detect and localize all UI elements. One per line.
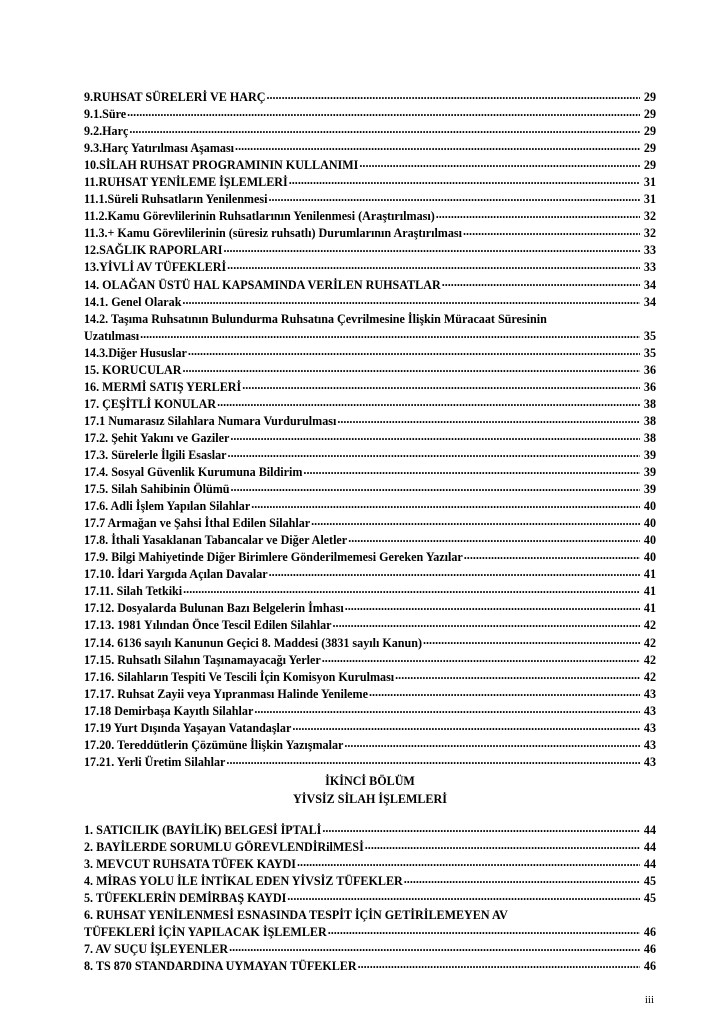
toc-entry-page: 42 [643, 635, 656, 650]
toc-entry-label: 9.2.Harç [84, 124, 129, 139]
toc-entry[interactable] [84, 822, 656, 839]
toc-entry-page: 38 [643, 396, 656, 411]
toc-dot-leader [266, 89, 640, 101]
toc-entry-label: 17.7 Armağan ve Şahsi İthal Edilen Silahlar [84, 516, 311, 531]
toc-entry-page: 40 [643, 516, 656, 531]
toc-entry-page: 43 [643, 703, 656, 718]
toc-entry[interactable] [84, 191, 656, 208]
toc-entry-label: 4. MİRAS YOLU İLE İNTİKAL EDEN YİVSİZ TÜFEKLER [84, 874, 403, 889]
toc-entry-label: 17.4. Sosyal Güvenlik Kurumuna Bildirim [84, 465, 303, 480]
toc-entry[interactable] [84, 532, 656, 549]
toc-entry-label: 17.16. Silahların Tespiti Ve Tescili İçin Komisyon Kurulması [84, 669, 395, 684]
toc-entry-label: 17.1 Numarasız Silahlara Numara Vurdurulması [84, 413, 337, 428]
toc-dot-leader [292, 720, 640, 732]
toc-entry[interactable] [84, 720, 656, 737]
toc-entry-page: 41 [643, 601, 656, 616]
toc-entry[interactable] [84, 294, 656, 311]
toc-entry[interactable] [84, 754, 656, 771]
toc-entry[interactable] [84, 856, 656, 873]
toc-entry[interactable] [84, 362, 656, 379]
toc-entry[interactable] [84, 277, 656, 294]
toc-dot-leader [269, 566, 640, 578]
toc-entry-page: 44 [643, 857, 656, 872]
toc-dot-leader [254, 703, 640, 715]
toc-part-2 [84, 822, 656, 975]
toc-entry-label: 17.11. Silah Tetkiki [84, 584, 183, 599]
toc-entry-page: 29 [643, 158, 656, 173]
toc-entry-page: 38 [643, 430, 656, 445]
toc-entry-page: 29 [643, 124, 656, 139]
toc-entry-label: 17.20. Tereddütlerin Çözümüne İlişkin Yazışmalar [84, 737, 344, 752]
toc-entry-label: 11.RUHSAT YENİLEME İŞLEMLERİ [84, 175, 288, 190]
toc-entry-label: 17.2. Şehit Yakını ve Gaziler [84, 430, 230, 445]
toc-entry-page: 36 [643, 362, 656, 377]
toc-dot-leader [436, 208, 640, 220]
toc-entry-page: 40 [643, 533, 656, 548]
toc-entry-page: 40 [643, 550, 656, 565]
toc-dot-leader [311, 515, 640, 527]
toc-dot-leader [217, 396, 640, 408]
toc-dot-leader [365, 839, 640, 851]
toc-entry[interactable] [84, 140, 656, 157]
toc-entry-label: 1. SATICILIK (BAYİLİK) BELGESİ İPTALİ [84, 823, 322, 837]
toc-dot-leader [183, 583, 640, 595]
toc-entry-label: 2. BAYİLERDE SORUMLU GÖREVLENDİRilMESİ [84, 840, 364, 855]
toc-entry-page: 40 [643, 499, 656, 514]
toc-entry-page: 33 [643, 243, 656, 258]
toc-entry[interactable] [84, 703, 656, 720]
toc-entry[interactable] [84, 600, 656, 617]
toc-dot-leader [322, 822, 640, 834]
toc-entry-label: 8. TS 870 STANDARDINA UYMAYAN TÜFEKLER [84, 959, 357, 974]
toc-entry-label: 17.10. İdari Yargıda Açılan Davalar [84, 567, 268, 582]
toc-entry-page: 43 [643, 686, 656, 701]
toc-entry-label: 11.3.+ Kamu Görevlilerinin (süresiz ruhsatlı) Durumlarının Araştırılması [84, 226, 462, 241]
toc-entry-label: TÜFEKLERİ İÇİN YAPILACAK İŞLEMLER [84, 925, 327, 940]
toc-entry-label: 9.RUHSAT SÜRELERİ VE HARÇ [84, 90, 266, 104]
toc-entry-page: 41 [643, 584, 656, 599]
toc-entry[interactable] [84, 89, 656, 106]
toc-entry[interactable] [84, 328, 656, 345]
toc-entry-page: 43 [643, 720, 656, 735]
toc-entry-page: 44 [643, 823, 656, 837]
toc-entry[interactable] [84, 242, 656, 259]
toc-entry-page: 34 [643, 294, 656, 309]
toc-entry-page: 43 [643, 754, 656, 769]
toc-dot-leader [242, 379, 640, 391]
toc-dot-leader [223, 242, 640, 254]
toc-entry-label: 7. AV SUÇU İŞLEYENLER [84, 942, 229, 957]
toc-entry[interactable] [84, 686, 656, 703]
toc-entry-label: 17.21. Yerli Üretim Silahlar [84, 754, 226, 769]
toc-entry-label: 5. TÜFEKLERİN DEMİRBAŞ KAYDI [84, 891, 287, 906]
toc-entry-page: 32 [643, 226, 656, 241]
toc-dot-leader [358, 958, 640, 970]
toc-dot-leader [230, 430, 640, 442]
toc-entry-label: 17.6. Adli İşlem Yapılan Silahlar [84, 499, 251, 514]
toc-entry-page: 31 [643, 175, 656, 190]
toc-entry-label: 17.12. Dosyalarda Bulunan Bazı Belgelerin İmhası [84, 601, 344, 616]
toc-entry[interactable] [84, 430, 656, 447]
toc-entry[interactable] [84, 515, 656, 532]
toc-entry-page: 29 [643, 90, 656, 104]
toc-entry-label: 17.17. Ruhsat Zayii veya Yıpranması Halinde Yenileme [84, 686, 368, 701]
toc-entry[interactable] [84, 924, 656, 941]
toc-entry[interactable] [84, 635, 656, 652]
toc-entry-label: 14.2. Taşıma Ruhsatının Bulundurma Ruhsatına Çevrilmesine İlişkin Müracaat Süresinin [84, 311, 547, 326]
toc-entry-label: 16. MERMİ SATIŞ YERLERİ [84, 379, 242, 394]
toc-dot-leader [289, 174, 640, 186]
toc-dot-leader [345, 600, 640, 612]
toc-dot-leader [404, 873, 640, 885]
toc-entry[interactable] [84, 617, 656, 634]
toc-dot-leader [333, 617, 640, 629]
toc-dot-leader [464, 549, 640, 561]
toc-entry-label: 17.5. Silah Sahibinin Ölümü [84, 482, 230, 497]
toc-entry-page: 39 [643, 482, 656, 497]
toc-part-1 [84, 89, 656, 771]
toc-entry-page: 42 [643, 618, 656, 633]
toc-entry[interactable] [84, 413, 656, 430]
toc-entry[interactable] [84, 669, 656, 686]
toc-dot-leader [188, 345, 640, 357]
toc-entry-page: 34 [643, 277, 656, 292]
toc-entry[interactable] [84, 379, 656, 396]
toc-dot-leader [231, 481, 640, 493]
toc-dot-leader [251, 498, 640, 510]
toc-entry-page: 43 [643, 737, 656, 752]
toc-entry[interactable] [84, 498, 656, 515]
toc-dot-leader [369, 686, 640, 698]
toc-dot-leader [303, 464, 640, 476]
toc-entry-label: 12.SAĞLIK RAPORLARI [84, 243, 223, 258]
toc-entry[interactable] [84, 737, 656, 754]
toc-entry-label: 17.8. İthali Yasaklanan Tabancalar ve Diğer Aletler [84, 533, 348, 548]
toc-entry-label: 10.SİLAH RUHSAT PROGRAMININ KULLANIMI [84, 158, 359, 173]
toc-entry-page: 45 [643, 874, 656, 889]
toc-entry[interactable] [84, 549, 656, 566]
toc-dot-leader [287, 890, 640, 902]
toc-entry[interactable] [84, 259, 656, 276]
toc-entry-label: 13.YİVLİ AV TÜFEKLERİ [84, 260, 227, 275]
toc-entry-page: 42 [643, 652, 656, 667]
toc-entry[interactable] [84, 106, 656, 123]
toc-entry-page: 46 [643, 925, 656, 940]
toc-entry-page: 29 [643, 107, 656, 122]
toc-entry-label: Uzatılması [84, 328, 140, 343]
toc-entry-label: 17.18 Demirbaşa Kayıtlı Silahlar [84, 703, 254, 718]
toc-entry-label: 17.15. Ruhsatlı Silahın Taşınamayacağı Yerler [84, 652, 321, 667]
page-number: iii [644, 994, 654, 1006]
toc-entry-label: 14.1. Genel Olarak [84, 294, 182, 309]
toc-entry-label: 11.2.Kamu Görevlilerinin Ruhsatlarının Yenilenmesi (Araştırılması) [84, 209, 435, 224]
toc-dot-leader [182, 294, 640, 306]
toc-entry-page: 45 [643, 891, 656, 906]
toc-entry[interactable] [84, 311, 656, 328]
toc-entry-label: 17.14. 6136 sayılı Kanunun Geçici 8. Maddesi (3831 sayılı Kanun) [84, 635, 422, 650]
toc-entry[interactable] [84, 225, 656, 242]
toc-dot-leader [344, 737, 640, 749]
toc-entry-label: 17.9. Bilgi Mahiyetinde Diğer Birimlere Gönderilmemesi Gereken Yazılar [84, 550, 463, 565]
toc-entry-page: 39 [643, 465, 656, 480]
toc-entry[interactable] [84, 481, 656, 498]
toc-entry-label: 15. KORUCULAR [84, 362, 182, 377]
toc-dot-leader [182, 362, 640, 374]
toc-entry-label: 9.1.Süre [84, 107, 127, 122]
toc-entry-page: 35 [643, 328, 656, 343]
toc-entry[interactable] [84, 566, 656, 583]
toc-entry-label: 14.3.Diğer Hususlar [84, 345, 187, 360]
toc-entry-page: 44 [643, 840, 656, 855]
toc-dot-leader [226, 754, 640, 766]
toc-entry-label: 14. OLAĞAN ÜSTÜ HAL KAPSAMINDA VERİLEN RUHSATLAR [84, 277, 441, 292]
toc-entry-label: 17.19 Yurt Dışında Yaşayan Vatandaşlar [84, 720, 292, 735]
toc-dot-leader [348, 532, 640, 544]
toc-entry-label: 17. ÇEŞİTLİ KONULAR [84, 396, 217, 411]
toc-dot-leader [442, 277, 640, 289]
toc-entry[interactable] [84, 873, 656, 890]
toc-dot-leader [235, 140, 640, 152]
toc-dot-leader [127, 106, 640, 118]
toc-entry[interactable] [84, 958, 656, 975]
toc-entry[interactable] [84, 447, 656, 464]
toc-dot-leader [359, 157, 640, 169]
toc-entry[interactable] [84, 941, 656, 958]
part-2-heading-line-2: YİVSİZ SİLAH İŞLEMLERİ [293, 792, 447, 806]
toc-dot-leader [129, 123, 640, 135]
toc-dot-leader [297, 856, 640, 868]
toc-entry[interactable] [84, 583, 656, 600]
toc-entry-page: 46 [643, 942, 656, 957]
toc-entry-label: 6. RUHSAT YENİLENMESİ ESNASINDA TESPİT İÇİN GETİRİLEMEYEN AV [84, 908, 508, 923]
toc-dot-leader [268, 191, 640, 203]
toc-dot-leader [140, 328, 640, 340]
toc-entry-page: 32 [643, 209, 656, 224]
toc-entry-page: 42 [643, 669, 656, 684]
toc-entry[interactable] [84, 174, 656, 191]
toc-entry[interactable] [84, 652, 656, 669]
toc-entry-page: 36 [643, 379, 656, 394]
toc-entry-label: 17.3. Sürelerle İlgili Esaslar [84, 447, 227, 462]
toc-dot-leader [328, 924, 640, 936]
toc-dot-leader [423, 635, 640, 647]
toc-entry-page: 46 [643, 959, 656, 974]
toc-entry[interactable] [84, 123, 656, 140]
toc-entry-label: 11.1.Süreli Ruhsatların Yenilenmesi [84, 192, 268, 207]
toc-entry[interactable] [84, 464, 656, 481]
toc-entry-page: 29 [643, 141, 656, 156]
toc-entry-label: 9.3.Harç Yatırılması Aşaması [84, 141, 235, 156]
toc-entry[interactable] [84, 839, 656, 856]
toc-dot-leader [463, 225, 640, 237]
toc-entry-label: 3. MEVCUT RUHSATA TÜFEK KAYDI [84, 857, 297, 872]
toc-entry-page: 39 [643, 447, 656, 462]
toc-entry-page: 41 [643, 567, 656, 582]
toc-entry[interactable] [84, 890, 656, 907]
toc-entry-page: 31 [643, 192, 656, 207]
toc-entry-label: 17.13. 1981 Yılından Önce Tescil Edilen Silahlar [84, 618, 332, 633]
toc-entry[interactable] [84, 345, 656, 362]
toc-dot-leader [395, 669, 640, 681]
toc-dot-leader [227, 259, 640, 271]
toc-entry[interactable] [84, 907, 656, 924]
toc-entry[interactable] [84, 396, 656, 413]
part-2-heading-line-1: İKİNCİ BÖLÜM [325, 774, 415, 788]
toc-entry-page: 33 [643, 260, 656, 275]
toc-entry[interactable] [84, 208, 656, 225]
toc-entry-page: 35 [643, 345, 656, 360]
toc-dot-leader [337, 413, 640, 425]
toc-dot-leader [322, 652, 640, 664]
toc-dot-leader [228, 447, 640, 459]
toc-dot-leader [229, 941, 640, 953]
toc-entry-page: 38 [643, 413, 656, 428]
toc-entry[interactable] [84, 157, 656, 174]
